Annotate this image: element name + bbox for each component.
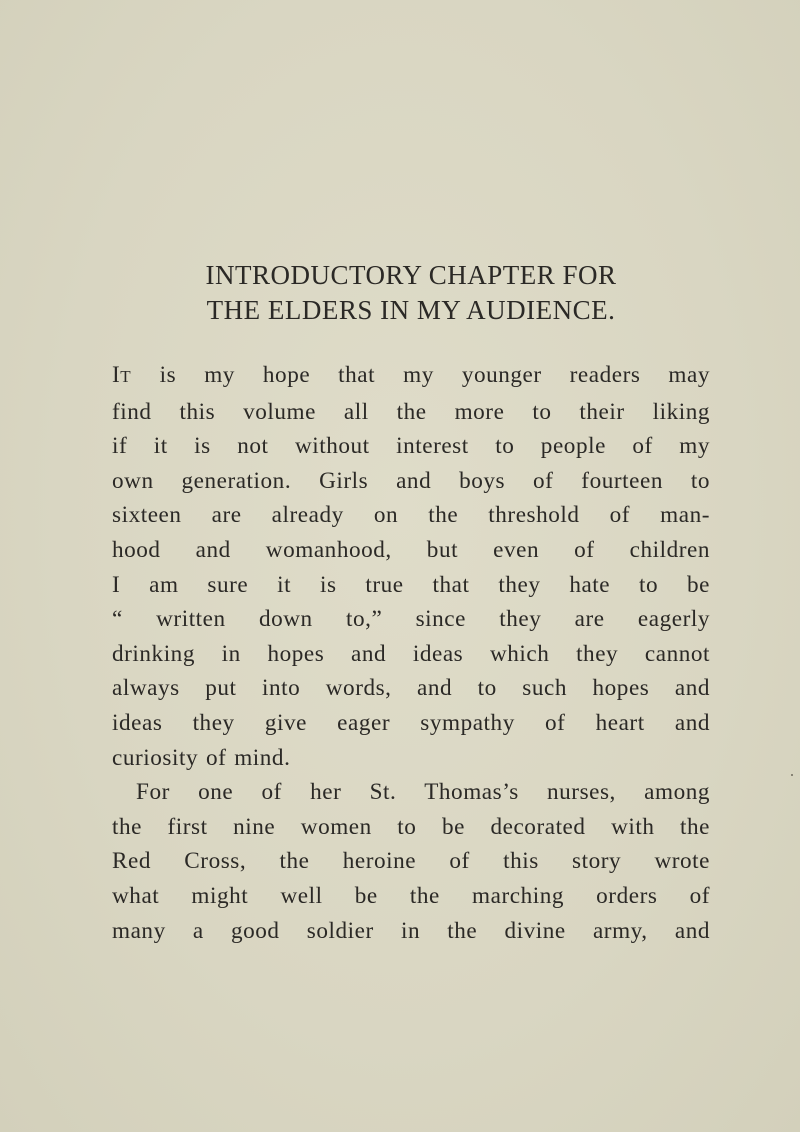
paragraph-1-line-1 <box>112 358 710 395</box>
paragraph-2 <box>112 775 710 948</box>
text-line: what might well be the marching orders of <box>112 882 710 909</box>
opening-small-capital: T <box>120 367 132 386</box>
text-line: drinking in hopes and ideas which they cannot <box>112 640 710 667</box>
text-line: own generation. Girls and boys of fourteen to <box>112 467 710 494</box>
chapter-heading <box>112 258 710 328</box>
opening-capital: I <box>112 362 121 388</box>
page-text <box>112 258 710 948</box>
text-line: I am sure it is true that they hate to be <box>112 571 710 598</box>
text-line: sixteen are already on the threshold of man- <box>112 502 710 529</box>
text-line: find this volume all the more to their liking <box>112 398 710 425</box>
text-line: “ written down to,” since they are eagerly <box>112 606 710 633</box>
ink-speck <box>791 774 793 776</box>
text-line: if it is not without interest to people of my <box>112 433 710 460</box>
text-line: always put into words, and to such hopes and <box>112 675 710 702</box>
paragraph-1 <box>112 358 710 775</box>
heading-line-2: THE ELDERS IN MY AUDIENCE. <box>206 295 616 325</box>
text-line: many a good soldier in the divine army, and <box>112 917 710 944</box>
text-line: curiosity of mind. <box>112 744 291 771</box>
text-line: hood and womanhood, but even of children <box>112 536 710 563</box>
heading-line-1: INTRODUCTORY CHAPTER FOR <box>205 260 617 290</box>
text-line: the first nine women to be decorated with the <box>112 813 710 840</box>
text-line: For one of her St. Thomas’s nurses, among <box>136 779 710 806</box>
text-line: Red Cross, the heroine of this story wrote <box>112 848 710 875</box>
opening-line-rest: is my hope that my younger readers may <box>131 362 710 388</box>
text-line: ideas they give eager sympathy of heart and <box>112 709 710 736</box>
